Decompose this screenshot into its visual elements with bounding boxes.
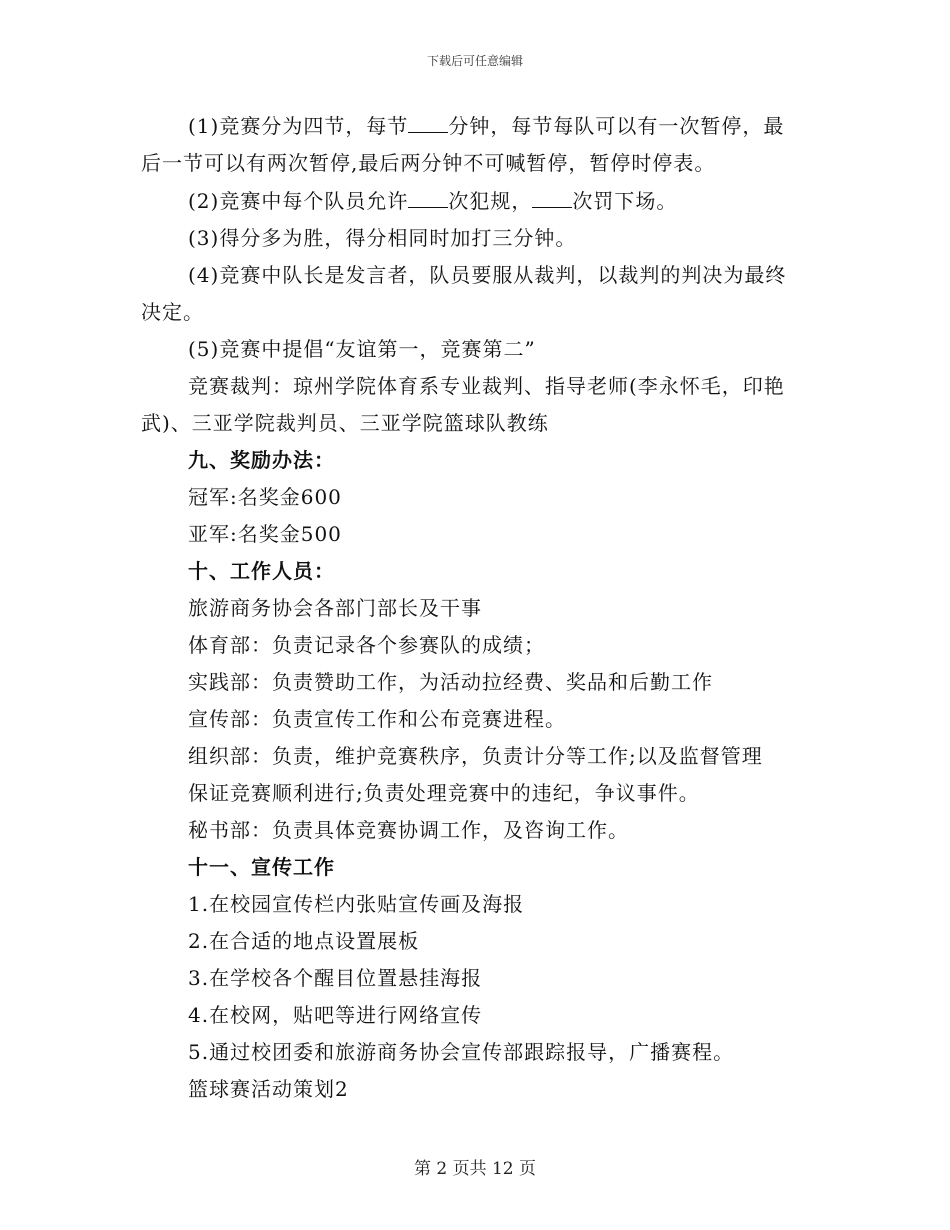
blank-field: [532, 189, 572, 208]
staff-heading: 十、工作人员：: [188, 559, 335, 583]
referee-line-2: 武)、三亚学院裁判员、三亚学院篮球队教练: [141, 411, 549, 435]
rule-5-line: (5)竞赛中提倡“友谊第一，竞赛第二”: [188, 337, 536, 361]
page-footer: 第 2 页共 12 页: [413, 1159, 537, 1179]
staff-intro: 旅游商务协会各部门部长及干事: [188, 596, 482, 620]
awards-heading: 九、奖励办法：: [188, 448, 335, 472]
rule-3-line: (3)得分多为胜，得分相同时加打三分钟。: [188, 226, 577, 250]
promo-item: 3.在学校各个醒目位置悬挂海报: [188, 966, 483, 990]
rule-4-line-1: (4)竞赛中队长是发言者，队员要服从裁判，以裁判的判决为最终: [188, 263, 787, 287]
staff-secretary-dept: 秘书部：负责具体竞赛协调工作，及咨询工作。: [188, 818, 629, 842]
rule-1-text-b: 分钟，每节每队可以有一次暂停，最: [448, 114, 785, 138]
promo-item: 5.通过校团委和旅游商务协会宣传部跟踪报导，广播赛程。: [188, 1040, 735, 1064]
blank-field: [408, 114, 448, 133]
staff-sports-dept: 体育部：负责记录各个参赛队的成绩；: [188, 633, 545, 657]
staff-org-dept-line-2: 保证竞赛顺利进行;负责处理竞赛中的违纪，争议事件。: [188, 781, 700, 805]
rule-1-line-1: [188, 114, 784, 138]
rule-2-text-c: 次罚下场。: [572, 189, 678, 213]
staff-publicity-dept: 宣传部：负责宣传工作和公布竞赛进程。: [188, 707, 566, 731]
rule-2-text-a: (2)竞赛中每个队员允许: [188, 189, 409, 213]
referee-line-1: 竞赛裁判：琼州学院体育系专业裁判、指导老师(李永怀毛，印艳: [188, 374, 785, 398]
page-header: 下载后可任意编辑: [426, 54, 523, 68]
rule-1-text-a: (1)竞赛分为四节，每节: [188, 114, 409, 138]
next-section-title: 篮球赛活动策划2: [188, 1077, 349, 1101]
rule-1-line-2: 后一节可以有两次暂停,最后两分钟不可喊暂停，暂停时停表。: [141, 151, 716, 175]
staff-practice-dept: 实践部：负责赞助工作，为活动拉经费、奖品和后勤工作: [188, 670, 713, 694]
blank-field: [408, 189, 448, 208]
award-runner-up: 亚军:名奖金500: [188, 522, 342, 546]
promo-item: 1.在校园宣传栏内张贴宣传画及海报: [188, 892, 525, 916]
rule-2-line: [188, 189, 677, 213]
promo-item: 4.在校网，贴吧等进行网络宣传: [188, 1003, 483, 1027]
promo-item: 2.在合适的地点设置展板: [188, 929, 420, 953]
award-champion: 冠军:名奖金600: [188, 485, 342, 509]
rule-4-line-2: 决定。: [141, 300, 204, 324]
rule-2-text-b: 次犯规，: [448, 189, 533, 213]
staff-org-dept-line-1: 组织部：负责，维护竞赛秩序，负责计分等工作;以及监督管理: [188, 744, 763, 768]
promo-heading: 十一、宣传工作: [188, 855, 335, 879]
